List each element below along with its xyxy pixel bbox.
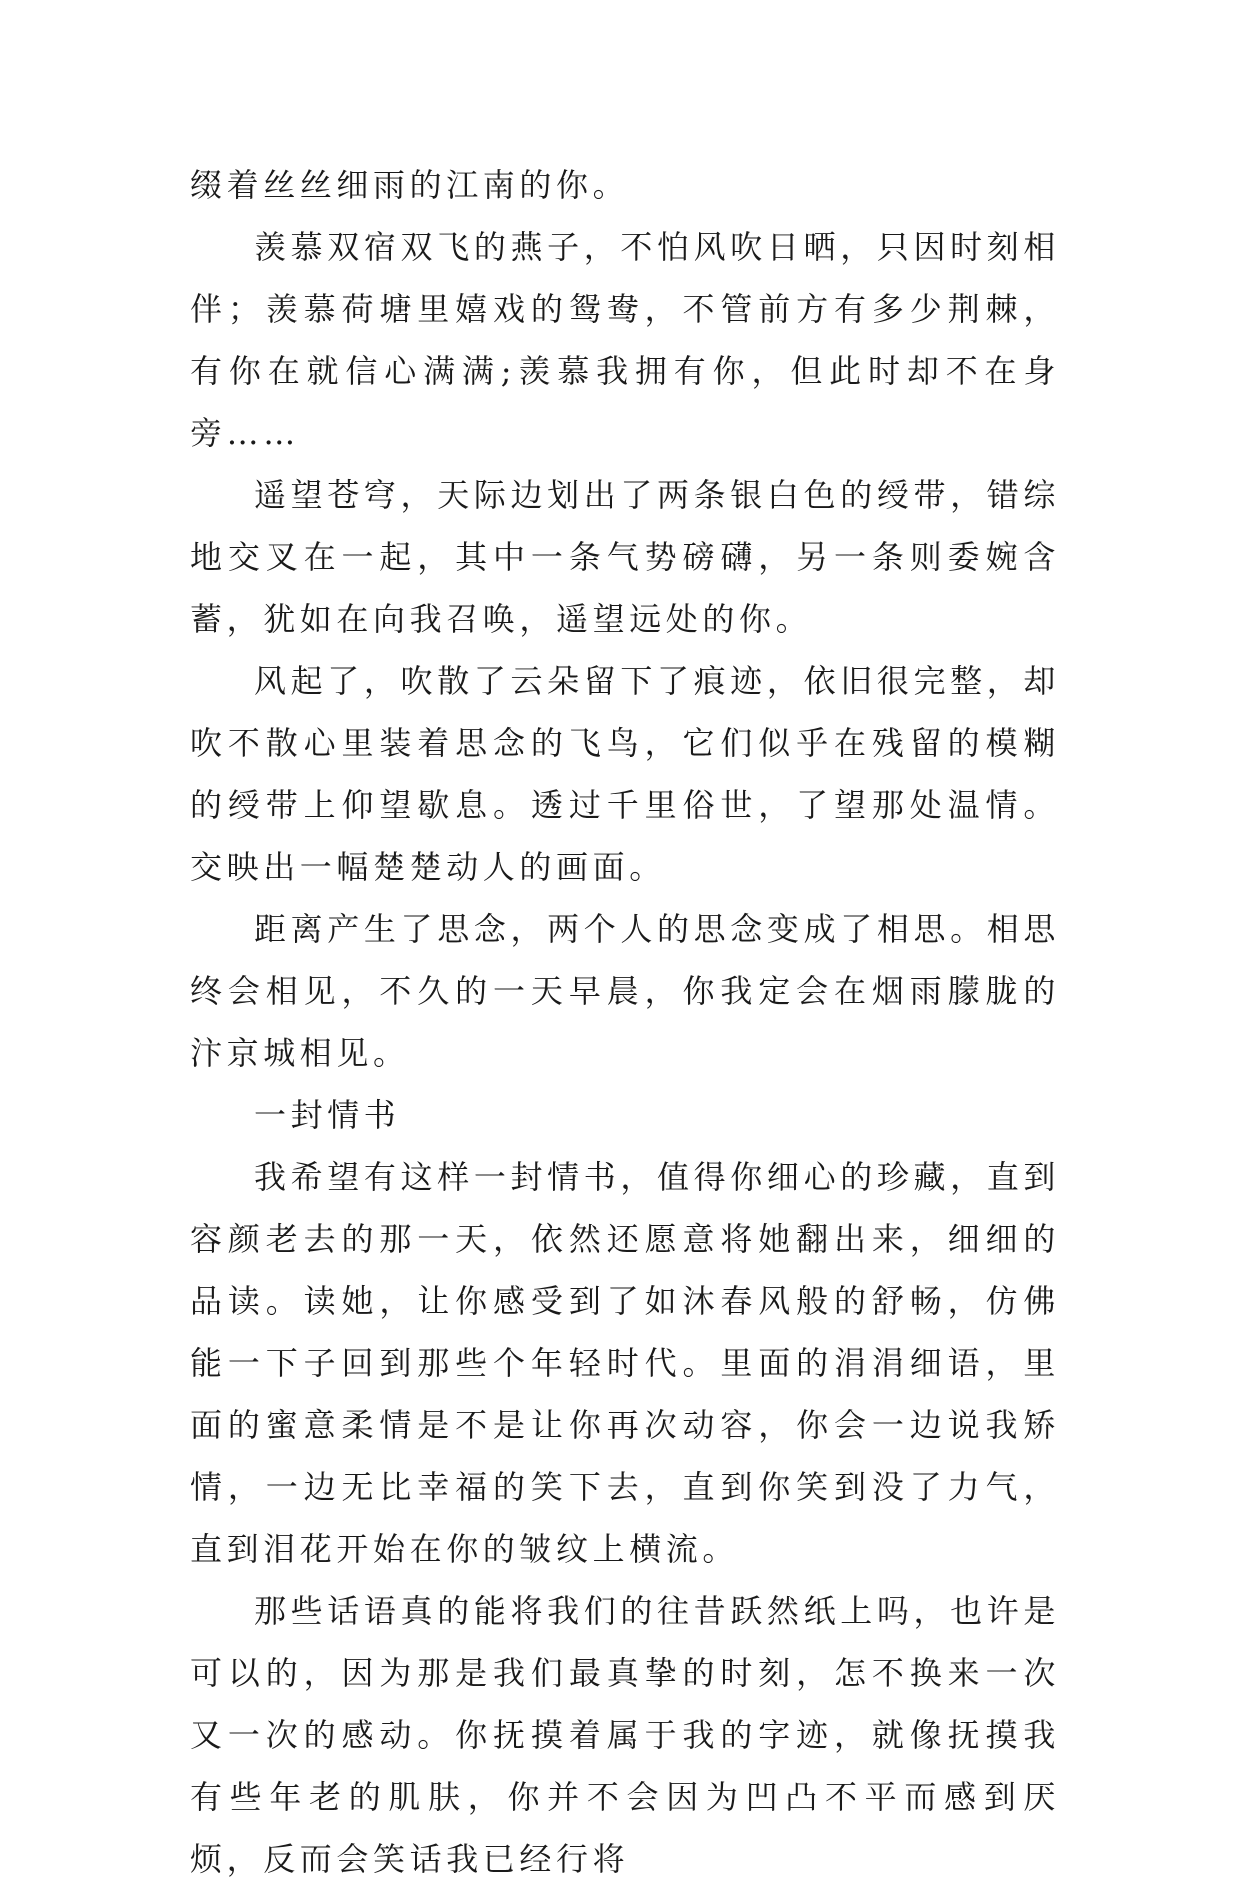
paragraph: 那些话语真的能将我们的往昔跃然纸上吗，也许是可以的，因为那是我们最真挚的时刻，怎不换来一次又一次的感动。你抚摸着属于我的字迹，就像抚摸我有些年老的肌肤，你并不会因为凹凸不平而感到厌烦，反而会笑话我已经行将 bbox=[190, 1592, 1060, 1878]
paragraph: 羡慕双宿双飞的燕子，不怕风吹日晒，只因时刻相伴；羡慕荷塘里嬉戏的鸳鸯，不管前方有多少荆棘，有你在就信心满满;羡慕我拥有你，但此时却不在身旁…… bbox=[190, 228, 1060, 452]
paragraph: 我希望有这样一封情书，值得你细心的珍藏，直到容颜老去的那一天，依然还愿意将她翻出来，细细的品读。读她，让你感受到了如沐春风般的舒畅，仿佛能一下子回到那些个年轻时代。里面的涓涓细语，里面的蜜意柔情是不是让你再次动容，你会一边说我矫情，一边无比幸福的笑下去，直到你笑到没了力气，直到泪花开始在你的皱纹上横流。 bbox=[190, 1158, 1060, 1568]
paragraph: 距离产生了思念，两个人的思念变成了相思。相思终会相见，不久的一天早晨，你我定会在烟雨朦胧的汴京城相见。 bbox=[190, 910, 1060, 1072]
paragraph: 缀着丝丝细雨的江南的你。 bbox=[190, 166, 630, 204]
paragraph: 风起了，吹散了云朵留下了痕迹，依旧很完整，却吹不散心里装着思念的飞鸟，它们似乎在残留的模糊的绶带上仰望歇息。透过千里俗世，了望那处温情。交映出一幅楚楚动人的画面。 bbox=[190, 662, 1060, 886]
paragraph: 遥望苍穹，天际边划出了两条银白色的绶带，错综地交叉在一起，其中一条气势磅礴，另一条则委婉含蓄，犹如在向我召唤，遥望远处的你。 bbox=[190, 476, 1060, 638]
document-body bbox=[190, 154, 1060, 1890]
section-heading: 一封情书 bbox=[254, 1096, 401, 1134]
